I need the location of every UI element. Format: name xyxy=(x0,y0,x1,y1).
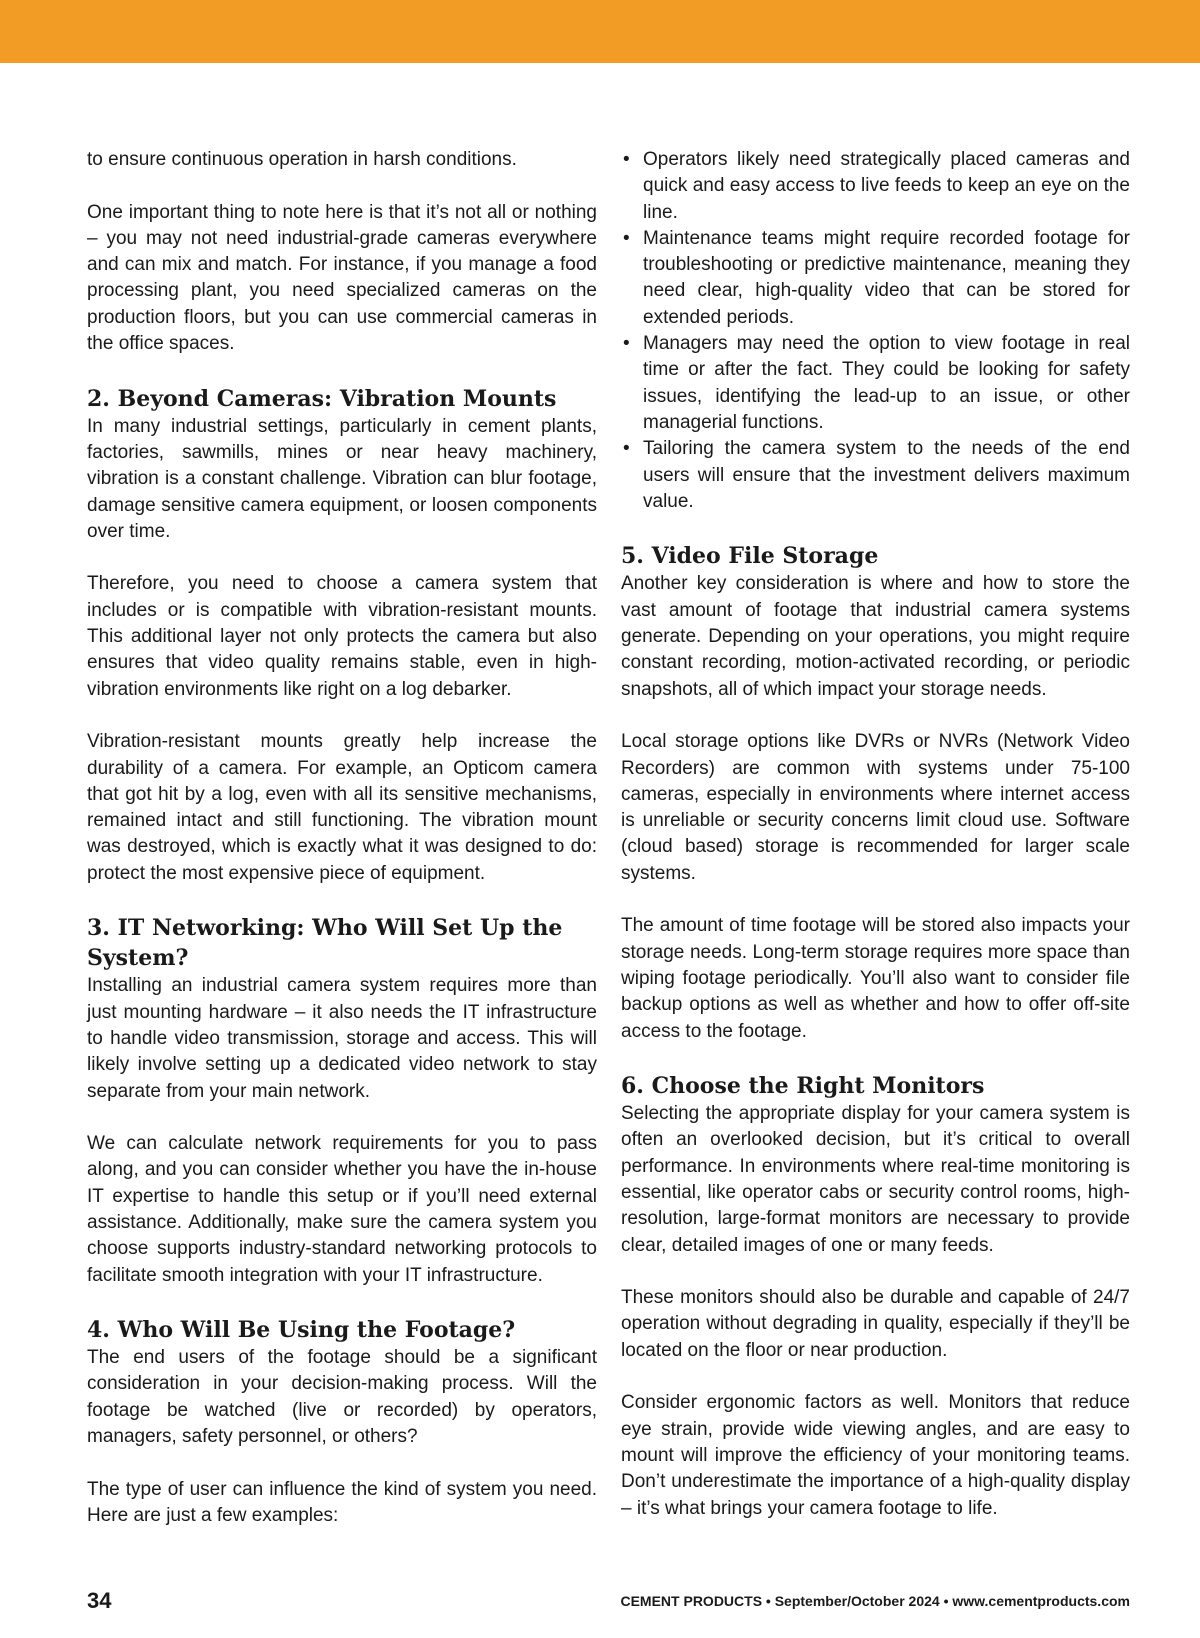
header-color-band xyxy=(0,0,1200,63)
paragraph: These monitors should also be durable and capable of 24/7 operation without degrading in quality, especially if they’ll be located on the floor or near production. xyxy=(621,1287,1130,1361)
page-footer xyxy=(87,1588,1130,1618)
paragraph: One important thing to note here is that it’s not all or nothing – you may not need industrial-grade cameras everywhere and can mix and match. For instance, if you manage a food processing plant, you need specialized cameras on the production floors, but you can use commercial cameras in the office spaces. xyxy=(87,201,597,355)
user-examples-list xyxy=(621,147,1130,515)
paragraph: The end users of the footage should be a significant consideration in your decision-making process. Will the footage be watched (live or recorded) by operators, managers, safety personnel, or others? xyxy=(87,1347,597,1448)
paragraph: The amount of time footage will be stored also impacts your storage needs. Long-term storage requires more space than wiping footage periodically. You’ll also want to consider file backup options as well as whether and how to offer off-site access to the footage. xyxy=(621,915,1130,1042)
paragraph: Another key consideration is where and how to store the vast amount of footage that industrial camera systems generate. Depending on your operations, you might require constant recording, motion-activated recording, or periodic snapshots, all of which impact your storage needs. xyxy=(621,573,1130,700)
list-item: • Maintenance teams might require recorded footage for troubleshooting or predictive maintenance, meaning they need clear, high-quality video that can be stored for extended periods. xyxy=(621,226,1130,331)
left-column xyxy=(87,147,597,1529)
paragraph: Installing an industrial camera system requires more than just mounting hardware – it also needs the IT infrastructure to handle video transmission, storage and access. This will likely involve setting up a dedicated video network to stay separate from your main network. xyxy=(87,975,597,1102)
list-item: • Operators likely need strategically placed cameras and quick and easy access to live feeds to keep an eye on the line. xyxy=(621,147,1130,226)
section-heading-video-storage: 5. Video File Storage xyxy=(621,543,879,570)
paragraph: We can calculate network requirements for you to pass along, and you can consider whether you have the in-house IT expertise to handle this setup or if you’ll need external assistance. Additionally, make sure the camera system you choose supports industry-standard networking protocols to facilitate smooth integration with your IT infrastructure. xyxy=(87,1133,597,1286)
paragraph: In many industrial settings, particularly in cement plants, factories, sawmills, mines or near heavy machinery, vibration is a constant challenge. Vibration can blur footage, damage sensitive camera equipment, or loosen components over time. xyxy=(87,415,597,542)
paragraph: Selecting the appropriate display for your camera system is often an overlooked decision, but it’s critical to overall performance. In environments where real-time monitoring is essential, like operator cabs or security control rooms, high-resolution, large-format monitors are necessary to provide clear, detailed images of one or many feeds. xyxy=(621,1103,1130,1256)
section-heading-it-networking: 3. IT Networking: Who Will Set Up the System? xyxy=(87,915,563,972)
list-item: • Managers may need the option to view footage in real time or after the fact. They could be looking for safety issues, identifying the lead-up to an issue, or other managerial functions. xyxy=(621,331,1130,436)
right-column xyxy=(621,147,1130,1522)
section-heading-monitors: 6. Choose the Right Monitors xyxy=(621,1073,985,1100)
paragraph: Vibration-resistant mounts greatly help increase the durability of a camera. For example, an Opticom camera that got hit by a log, even with all its sensitive mechanisms, remained intact and still functioning. The vibration mount was destroyed, which is exactly what it was designed to do: protect the most expensive piece of equipment. xyxy=(87,731,597,884)
page-number: 34 xyxy=(87,1588,112,1613)
paragraph: to ensure continuous operation in harsh conditions. xyxy=(87,149,517,170)
paragraph: Consider ergonomic factors as well. Monitors that reduce eye strain, provide wide viewing angles, and are easy to mount will improve the efficiency of your monitoring teams. Don’t underestimate the importance of a high-quality display – it’s what brings your camera footage to life. xyxy=(621,1392,1130,1519)
publication-masthead: CEMENT PRODUCTS • September/October 2024 • www.cementproducts.com xyxy=(620,1593,1130,1609)
section-heading-footage-users: 4. Who Will Be Using the Footage? xyxy=(87,1317,516,1344)
section-heading-vibration-mounts: 2. Beyond Cameras: Vibration Mounts xyxy=(87,385,557,412)
list-item: • Tailoring the camera system to the needs of the end users will ensure that the investment delivers maximum value. xyxy=(621,436,1130,515)
paragraph: Therefore, you need to choose a camera system that includes or is compatible with vibration-resistant mounts. This additional layer not only protects the camera but also ensures that video quality remains stable, even in high-vibration environments like right on a log debarker. xyxy=(87,573,597,700)
paragraph: The type of user can influence the kind of system you need. Here are just a few examples: xyxy=(87,1478,597,1526)
paragraph: Local storage options like DVRs or NVRs (Network Video Recorders) are common with systems under 75-100 cameras, especially in environments where internet access is unreliable or security concerns limit cloud use. Software (cloud based) storage is recommended for larger scale systems. xyxy=(621,731,1130,884)
